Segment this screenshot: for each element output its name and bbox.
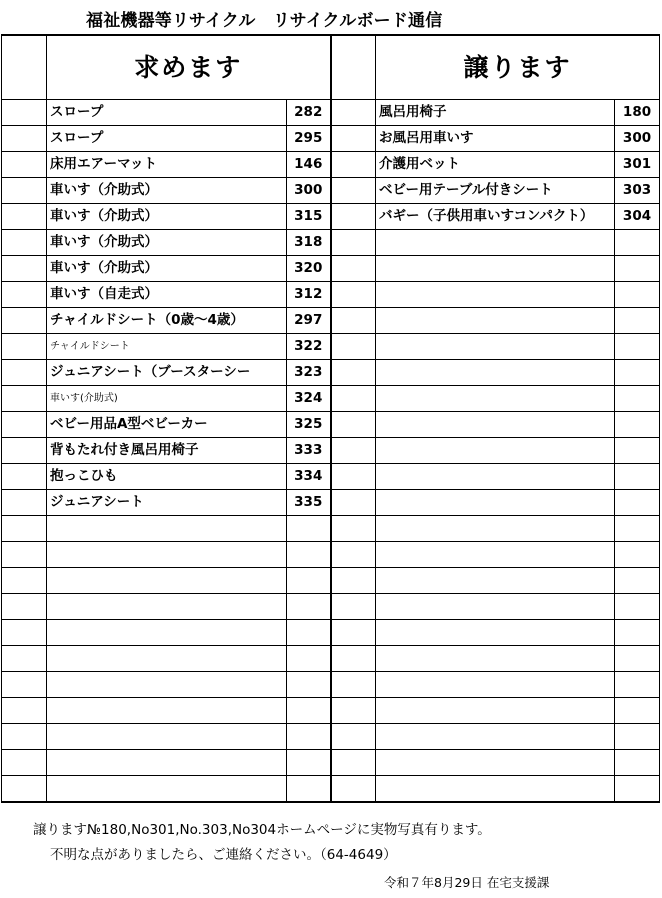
offered-item-name: ベビー用テーブル付きシート xyxy=(376,178,615,204)
table-row xyxy=(2,230,660,256)
row-blank-left xyxy=(2,308,47,334)
offered-item-number xyxy=(615,438,660,464)
wanted-item-name: 床用エアーマット xyxy=(47,152,287,178)
offered-item-name xyxy=(376,386,615,412)
wanted-item-name: 車いす（介助式） xyxy=(47,230,287,256)
row-blank-left xyxy=(2,178,47,204)
offered-item-number xyxy=(615,542,660,568)
offered-item-number xyxy=(615,282,660,308)
wanted-item-number: 312 xyxy=(287,282,331,308)
header-row xyxy=(2,35,660,100)
table-row xyxy=(2,100,660,126)
wanted-item-name xyxy=(47,698,287,724)
row-blank-right xyxy=(331,204,376,230)
offered-item-name xyxy=(376,516,615,542)
offered-item-name xyxy=(376,620,615,646)
wanted-header: 求めます xyxy=(47,35,331,100)
offered-item-name xyxy=(376,776,615,803)
row-blank-right xyxy=(331,594,376,620)
offered-item-name xyxy=(376,490,615,516)
table-row xyxy=(2,750,660,776)
offered-item-name xyxy=(376,698,615,724)
wanted-item-number: 297 xyxy=(287,308,331,334)
wanted-item-number xyxy=(287,542,331,568)
offered-item-name xyxy=(376,724,615,750)
row-blank-left xyxy=(2,490,47,516)
row-blank-right xyxy=(331,698,376,724)
offered-item-number xyxy=(615,620,660,646)
offered-item-number: 180 xyxy=(615,100,660,126)
offered-item-name xyxy=(376,282,615,308)
wanted-item-number: 322 xyxy=(287,334,331,360)
wanted-item-number: 335 xyxy=(287,490,331,516)
wanted-item-name xyxy=(47,672,287,698)
row-blank-right xyxy=(331,152,376,178)
board-grid xyxy=(1,34,660,803)
wanted-item-name xyxy=(47,568,287,594)
wanted-item-name: 車いす(介助式) xyxy=(47,386,287,412)
wanted-item-number xyxy=(287,594,331,620)
row-blank-left xyxy=(2,724,47,750)
offered-item-number xyxy=(615,230,660,256)
offered-item-number: 304 xyxy=(615,204,660,230)
table-row xyxy=(2,334,660,360)
row-blank-left xyxy=(2,568,47,594)
row-blank-right xyxy=(331,776,376,803)
row-blank-right xyxy=(331,724,376,750)
row-blank-right xyxy=(331,542,376,568)
wanted-item-name xyxy=(47,594,287,620)
row-blank-right xyxy=(331,672,376,698)
offered-item-number xyxy=(615,724,660,750)
wanted-item-number: 295 xyxy=(287,126,331,152)
wanted-item-number xyxy=(287,724,331,750)
row-blank-right xyxy=(331,256,376,282)
wanted-item-name: 車いす（介助式） xyxy=(47,178,287,204)
wanted-item-name: スロープ xyxy=(47,100,287,126)
row-blank-left xyxy=(2,204,47,230)
offered-item-number xyxy=(615,490,660,516)
header-blank-left xyxy=(2,35,47,100)
wanted-item-name: 車いす（介助式） xyxy=(47,256,287,282)
offered-item-name xyxy=(376,412,615,438)
wanted-item-name: 抱っこひも xyxy=(47,464,287,490)
wanted-item-number xyxy=(287,750,331,776)
wanted-item-name: ジュニアシート（ブースターシー xyxy=(47,360,287,386)
footer-note-photos: 譲ります№180,No301,No.303,No304ホームページに実物写真有ります。 xyxy=(33,822,491,838)
footer-note-contact: 不明な点がありましたら、ご連絡ください。（64-4649） xyxy=(50,847,397,863)
table-row xyxy=(2,204,660,230)
offered-item-number xyxy=(615,386,660,412)
table-row xyxy=(2,568,660,594)
row-blank-left xyxy=(2,412,47,438)
table-row xyxy=(2,412,660,438)
footer-date-department: 令和７年8月29日 在宅支援課 xyxy=(384,875,550,890)
offered-item-number xyxy=(615,698,660,724)
row-blank-right xyxy=(331,464,376,490)
table-row xyxy=(2,698,660,724)
row-blank-right xyxy=(331,282,376,308)
offered-item-number xyxy=(615,750,660,776)
row-blank-right xyxy=(331,386,376,412)
row-blank-left xyxy=(2,594,47,620)
offered-item-name xyxy=(376,464,615,490)
offered-item-name xyxy=(376,308,615,334)
wanted-item-name: ジュニアシート xyxy=(47,490,287,516)
offered-item-number xyxy=(615,334,660,360)
offered-item-number: 303 xyxy=(615,178,660,204)
wanted-item-number: 320 xyxy=(287,256,331,282)
page-title: 福祉機器等リサイクル リサイクルボード通信 xyxy=(86,11,443,31)
offered-item-name xyxy=(376,334,615,360)
offered-item-name: バギー（子供用車いすコンパクト） xyxy=(376,204,615,230)
wanted-item-number xyxy=(287,698,331,724)
table-row xyxy=(2,620,660,646)
offered-item-number xyxy=(615,516,660,542)
row-blank-right xyxy=(331,438,376,464)
row-blank-left xyxy=(2,672,47,698)
row-blank-left xyxy=(2,152,47,178)
offered-item-name: 介護用ベット xyxy=(376,152,615,178)
table-row xyxy=(2,282,660,308)
row-blank-left xyxy=(2,386,47,412)
wanted-item-name xyxy=(47,516,287,542)
wanted-item-name xyxy=(47,620,287,646)
row-blank-right xyxy=(331,360,376,386)
wanted-item-name xyxy=(47,646,287,672)
offered-item-number xyxy=(615,360,660,386)
offered-item-number xyxy=(615,776,660,803)
offered-item-name xyxy=(376,542,615,568)
table-row xyxy=(2,308,660,334)
row-blank-left xyxy=(2,282,47,308)
row-blank-left xyxy=(2,646,47,672)
offered-item-number xyxy=(615,594,660,620)
offered-item-number: 300 xyxy=(615,126,660,152)
wanted-item-number: 325 xyxy=(287,412,331,438)
row-blank-left xyxy=(2,776,47,803)
row-blank-right xyxy=(331,100,376,126)
wanted-item-number xyxy=(287,776,331,803)
table-row xyxy=(2,178,660,204)
wanted-item-number: 334 xyxy=(287,464,331,490)
row-blank-left xyxy=(2,750,47,776)
offered-item-number xyxy=(615,308,660,334)
table-row xyxy=(2,646,660,672)
table-row xyxy=(2,542,660,568)
row-blank-left xyxy=(2,334,47,360)
table-row xyxy=(2,256,660,282)
offered-item-name xyxy=(376,646,615,672)
wanted-item-name: スロープ xyxy=(47,126,287,152)
offered-item-name xyxy=(376,438,615,464)
wanted-item-number xyxy=(287,568,331,594)
row-blank-left xyxy=(2,360,47,386)
offered-item-number xyxy=(615,672,660,698)
header-blank-right xyxy=(331,35,376,100)
wanted-item-name: チャイルドシート xyxy=(47,334,287,360)
wanted-item-name: 車いす（自走式） xyxy=(47,282,287,308)
table-row xyxy=(2,152,660,178)
table-row xyxy=(2,126,660,152)
offered-item-name xyxy=(376,230,615,256)
offered-item-number: 301 xyxy=(615,152,660,178)
row-blank-right xyxy=(331,516,376,542)
table-row xyxy=(2,360,660,386)
table-row xyxy=(2,594,660,620)
wanted-item-number: 146 xyxy=(287,152,331,178)
wanted-item-number xyxy=(287,620,331,646)
wanted-item-number: 323 xyxy=(287,360,331,386)
row-blank-left xyxy=(2,542,47,568)
offered-item-name xyxy=(376,256,615,282)
wanted-item-name: 車いす（介助式） xyxy=(47,204,287,230)
row-blank-left xyxy=(2,516,47,542)
wanted-item-name: ベビー用品A型ベビーカー xyxy=(47,412,287,438)
wanted-item-name: 背もたれ付き風呂用椅子 xyxy=(47,438,287,464)
row-blank-left xyxy=(2,256,47,282)
wanted-item-number: 315 xyxy=(287,204,331,230)
offered-item-number xyxy=(615,646,660,672)
wanted-item-name xyxy=(47,724,287,750)
row-blank-left xyxy=(2,620,47,646)
wanted-item-number: 300 xyxy=(287,178,331,204)
row-blank-right xyxy=(331,620,376,646)
row-blank-left xyxy=(2,698,47,724)
offered-item-name xyxy=(376,568,615,594)
row-blank-right xyxy=(331,308,376,334)
table-row xyxy=(2,386,660,412)
row-blank-right xyxy=(331,178,376,204)
wanted-item-number xyxy=(287,516,331,542)
table-row xyxy=(2,490,660,516)
offered-item-name xyxy=(376,672,615,698)
offered-item-number xyxy=(615,256,660,282)
row-blank-right xyxy=(331,490,376,516)
table-row xyxy=(2,724,660,750)
wanted-item-name xyxy=(47,776,287,803)
offered-item-name: 風呂用椅子 xyxy=(376,100,615,126)
offered-item-number xyxy=(615,568,660,594)
wanted-item-name xyxy=(47,542,287,568)
row-blank-left xyxy=(2,464,47,490)
offered-item-number xyxy=(615,464,660,490)
row-blank-left xyxy=(2,126,47,152)
row-blank-left xyxy=(2,100,47,126)
offered-item-name: お風呂用車いす xyxy=(376,126,615,152)
recycle-board-table xyxy=(1,34,659,812)
table-row xyxy=(2,776,660,803)
row-blank-right xyxy=(331,568,376,594)
wanted-item-number xyxy=(287,672,331,698)
offered-item-name xyxy=(376,750,615,776)
row-blank-right xyxy=(331,750,376,776)
row-blank-right xyxy=(331,334,376,360)
offered-header: 譲ります xyxy=(376,35,660,100)
wanted-item-number: 318 xyxy=(287,230,331,256)
table-row xyxy=(2,438,660,464)
wanted-item-name: チャイルドシート（0歳～4歳） xyxy=(47,308,287,334)
row-blank-right xyxy=(331,412,376,438)
wanted-item-number: 324 xyxy=(287,386,331,412)
wanted-item-number: 333 xyxy=(287,438,331,464)
table-row xyxy=(2,516,660,542)
row-blank-right xyxy=(331,230,376,256)
row-blank-left xyxy=(2,230,47,256)
offered-item-name xyxy=(376,594,615,620)
wanted-item-name xyxy=(47,750,287,776)
offered-item-name xyxy=(376,360,615,386)
table-row xyxy=(2,672,660,698)
wanted-item-number xyxy=(287,646,331,672)
wanted-item-number: 282 xyxy=(287,100,331,126)
row-blank-right xyxy=(331,126,376,152)
row-blank-right xyxy=(331,646,376,672)
row-blank-left xyxy=(2,438,47,464)
table-row xyxy=(2,464,660,490)
offered-item-number xyxy=(615,412,660,438)
